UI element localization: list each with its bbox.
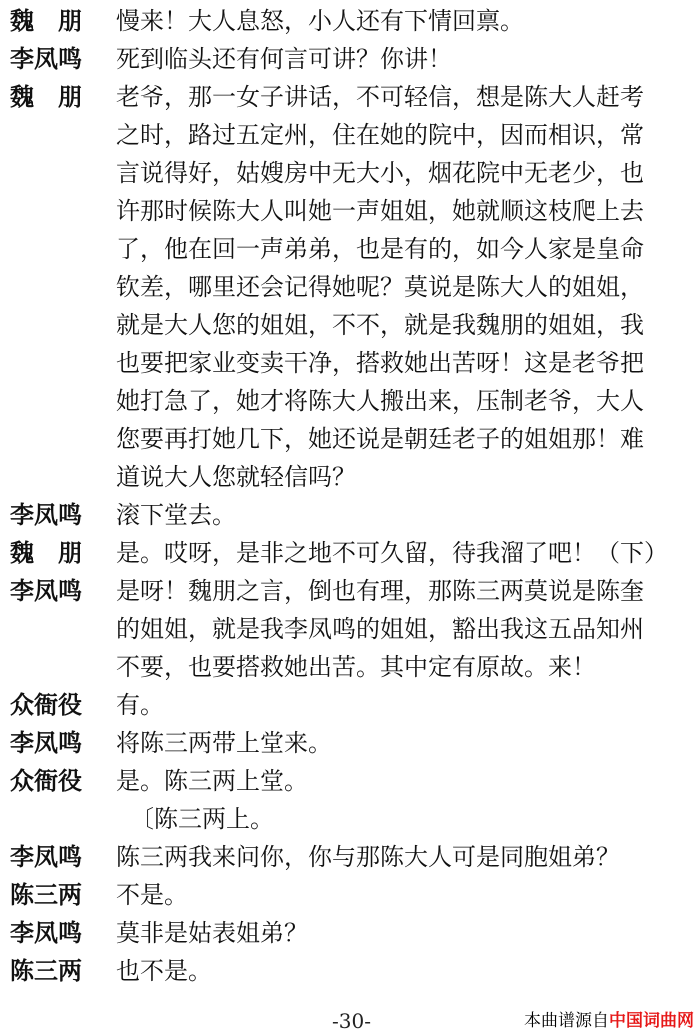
- speaker-name: 陈三两: [10, 880, 82, 909]
- stage-direction-text: 〔陈三两上。: [130, 805, 274, 833]
- script-line: [0, 610, 700, 648]
- script-line: [0, 458, 700, 496]
- script-line: [0, 420, 700, 458]
- script-line: [0, 534, 700, 572]
- dialogue-text: 是呀！魏朋之言，倒也有理，那陈三两莫说是陈奎: [116, 577, 644, 605]
- script-line: [0, 724, 700, 762]
- script-line: [0, 40, 700, 78]
- dialogue-text: 就是大人您的姐姐，不不，就是我魏朋的姐姐，我: [116, 311, 644, 339]
- script-line: [0, 154, 700, 192]
- script-line: [0, 2, 700, 40]
- dialogue-text: 之时，路过五定州，住在她的院中，因而相识，常: [116, 121, 644, 149]
- dialogue-text: 不是。: [116, 881, 188, 909]
- script-line: [0, 876, 700, 914]
- script-line: [0, 914, 700, 952]
- dialogue-text: 莫非是姑表姐弟？: [116, 919, 308, 947]
- stage-direction-line: [0, 800, 700, 838]
- speaker-name: 李凤鸣: [10, 500, 82, 529]
- script-line: [0, 648, 700, 686]
- dialogue-text: 您要再打她几下，她还说是朝廷老子的姐姐那！难: [116, 425, 644, 453]
- source-site-link[interactable]: 中国词曲网: [609, 1011, 694, 1031]
- dialogue-text: 将陈三两带上堂来。: [116, 729, 332, 757]
- dialogue-text: 许那时候陈大人叫她一声姐姐，她就顺这枝爬上去: [116, 197, 644, 225]
- script-line: [0, 838, 700, 876]
- speaker-name: 李凤鸣: [10, 576, 82, 605]
- speaker-name: 众衙役: [10, 766, 82, 795]
- speaker-name: 魏 朋: [10, 82, 82, 111]
- dialogue-text: 是。陈三两上堂。: [116, 767, 308, 795]
- script-line: [0, 230, 700, 268]
- dialogue-text: 滚下堂去。: [116, 501, 236, 529]
- script-line: [0, 952, 700, 990]
- source-prefix: 本曲谱源自: [524, 1011, 609, 1031]
- dialogue-text: 死到临头还有何言可讲？你讲！: [116, 45, 452, 73]
- source-credit: [524, 1009, 694, 1033]
- dialogue-text: 慢来！大人息怒，小人还有下情回禀。: [116, 7, 524, 35]
- dialogue-text: 言说得好，姑嫂房中无大小，烟花院中无老少，也: [116, 159, 644, 187]
- dialogue-text: 的姐姐，就是我李凤鸣的姐姐，豁出我这五品知州: [116, 615, 644, 643]
- script-line: [0, 496, 700, 534]
- speaker-name: 魏 朋: [10, 6, 82, 35]
- script-line: [0, 344, 700, 382]
- script-line: [0, 306, 700, 344]
- script-line: [0, 116, 700, 154]
- speaker-name: 陈三两: [10, 956, 82, 985]
- script-line: [0, 78, 700, 116]
- dialogue-text: 陈三两我来问你，你与那陈大人可是同胞姐弟？: [116, 843, 620, 871]
- dialogue-text: 也不是。: [116, 957, 212, 985]
- dialogue-text: 钦差，哪里还会记得她呢？莫说是陈大人的姐姐，: [116, 273, 644, 301]
- speaker-name: 李凤鸣: [10, 44, 82, 73]
- script-line: [0, 382, 700, 420]
- page-number: -30-: [332, 1009, 371, 1033]
- script-line: [0, 686, 700, 724]
- script-line: [0, 572, 700, 610]
- dialogue-text: 不要，也要搭救她出苦。其中定有原故。来！: [116, 653, 596, 681]
- dialogue-text: 老爷，那一女子讲话，不可轻信，想是陈大人赶考: [116, 83, 644, 111]
- dialogue-text: 有。: [116, 691, 164, 719]
- speaker-name: 李凤鸣: [10, 728, 82, 757]
- dialogue-text: 道说大人您就轻信吗？: [116, 463, 356, 491]
- speaker-name: 李凤鸣: [10, 918, 82, 947]
- script-line: [0, 192, 700, 230]
- speaker-name: 众衙役: [10, 690, 82, 719]
- dialogue-text: 是。哎呀，是非之地不可久留，待我溜了吧！（下）: [116, 539, 668, 567]
- dialogue-text: 也要把家业变卖干净，搭救她出苦呀！这是老爷把: [116, 349, 644, 377]
- dialogue-text: 她打急了，她才将陈大人搬出来，压制老爷，大人: [116, 387, 644, 415]
- script-line: [0, 268, 700, 306]
- dialogue-text: 了，他在回一声弟弟，也是有的，如今人家是皇命: [116, 235, 644, 263]
- script-line: [0, 762, 700, 800]
- speaker-name: 魏 朋: [10, 538, 82, 567]
- speaker-name: 李凤鸣: [10, 842, 82, 871]
